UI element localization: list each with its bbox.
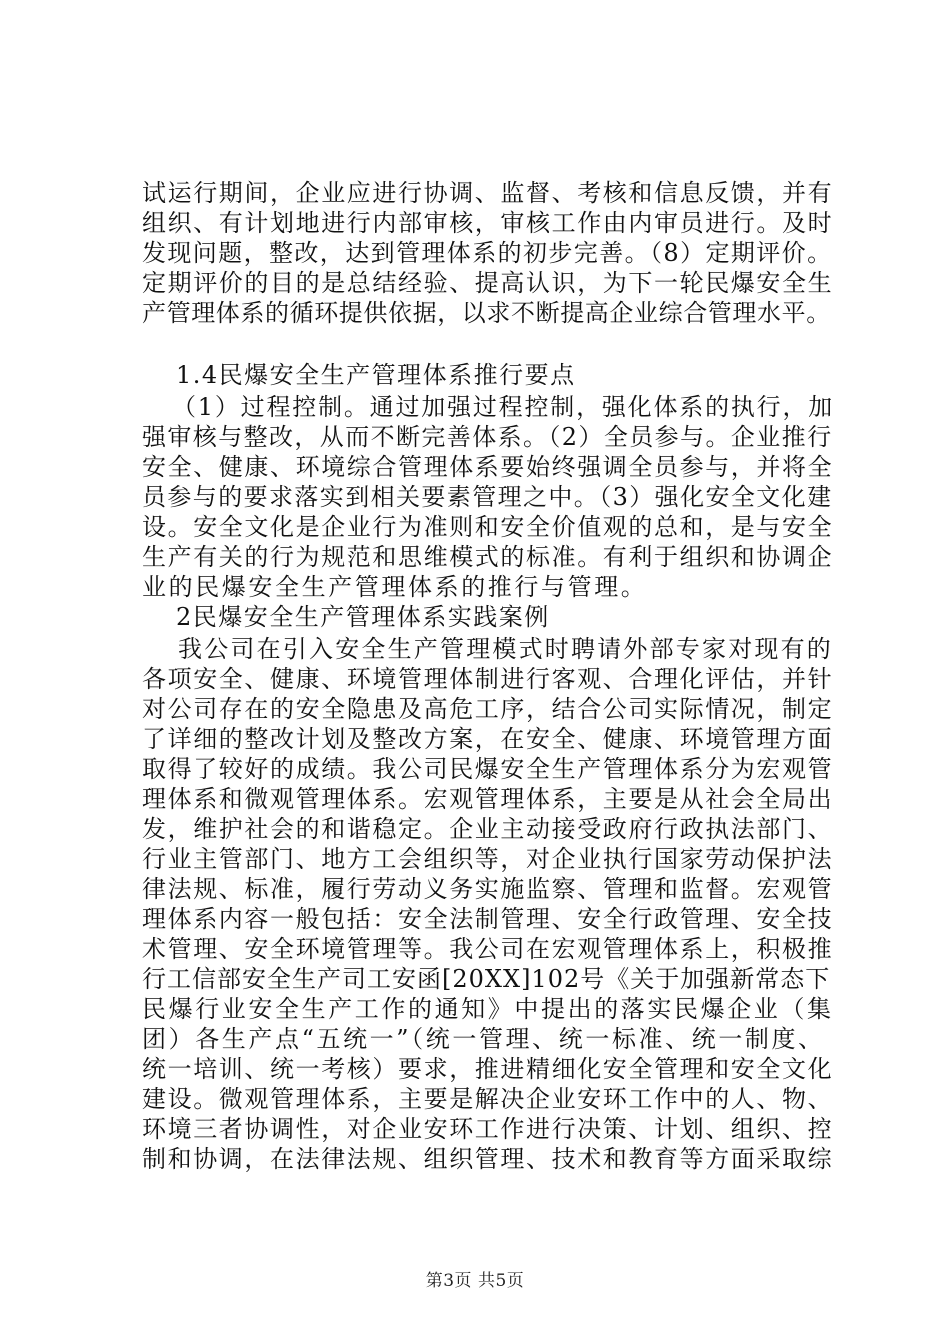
body-text-line: 安全、健康、环境综合管理体系要始终强调全员参与，并将全: [142, 453, 834, 481]
body-text-line: 设。安全文化是企业行为准则和安全价值观的总和，是与安全: [142, 513, 834, 541]
body-text-line: 律法规、标准，履行劳动义务实施监察、管理和监督。宏观管: [142, 875, 834, 903]
body-text-line: 员参与的要求落实到相关要素管理之中。（3）强化安全文化建: [142, 483, 833, 511]
body-text-line: 我公司在引入安全生产管理模式时聘请外部专家对现有的: [178, 635, 833, 663]
body-text-line: （1）过程控制。通过加强过程控制，强化体系的执行，加: [172, 393, 835, 421]
body-text-line: 发现问题，整改，达到管理体系的初步完善。（8）定期评价。: [142, 239, 833, 267]
body-text-line: 环境三者协调性，对企业安环工作进行决策、计划、组织、控: [142, 1115, 834, 1143]
body-text-line: 理体系和微观管理体系。宏观管理体系，主要是从社会全局出: [142, 785, 834, 813]
body-text-line: 产管理体系的循环提供依据，以求不断提高企业综合管理水平。: [142, 299, 831, 327]
body-text-line: 行工信部安全生产司工安函[20XX]102号《关于加强新常态下: [142, 965, 831, 993]
body-text-line: 制和协调，在法律法规、组织管理、技术和教育等方面采取综: [142, 1145, 834, 1173]
body-text-line: 对公司存在的安全隐患及高危工序，结合公司实际情况，制定: [142, 695, 834, 723]
body-text-line: 强审核与整改，从而不断完善体系。（2）全员参与。企业推行: [142, 423, 833, 451]
body-text-line: 统一培训、统一考核）要求，推进精细化安全管理和安全文化: [142, 1055, 834, 1083]
body-text-line: 团）各生产点“五统一”（统一管理、统一标准、统一制度、: [142, 1025, 825, 1053]
body-text-line: 术管理、安全环境管理等。我公司在宏观管理体系上，积极推: [142, 935, 834, 963]
body-text-line: 取得了较好的成绩。我公司民爆安全生产管理体系分为宏观管: [142, 755, 834, 783]
body-text-line: 生产有关的行为规范和思维模式的标准。有利于组织和协调企: [142, 543, 834, 571]
body-text-line: 了详细的整改计划及整改方案，在安全、健康、环境管理方面: [142, 725, 834, 753]
section-heading: 1.4民爆安全生产管理体系推行要点: [176, 361, 576, 389]
body-text-line: 民爆行业安全生产工作的通知》中提出的落实民爆企业（集: [142, 995, 834, 1023]
body-text-line: 发，维护社会的和谐稳定。企业主动接受政府行政执法部门、: [142, 815, 834, 843]
section-heading: 2民爆安全生产管理体系实践案例: [176, 603, 550, 631]
body-text-line: 行业主管部门、地方工会组织等，对企业执行国家劳动保护法: [142, 845, 834, 873]
body-text-line: 建设。微观管理体系，主要是解决企业安环工作中的人、物、: [142, 1085, 834, 1113]
page-number-footer: 第3页 共5页: [425, 1271, 525, 1291]
body-text-line: 试运行期间，企业应进行协调、监督、考核和信息反馈，并有: [142, 179, 834, 207]
body-text-line: 定期评价的目的是总结经验、提高认识，为下一轮民爆安全生: [142, 269, 834, 297]
body-text-line: 业的民爆安全生产管理体系的推行与管理。: [142, 573, 648, 601]
body-text-line: 理体系内容一般包括：安全法制管理、安全行政管理、安全技: [142, 905, 834, 933]
body-text-line: 各项安全、健康、环境管理体制进行客观、合理化评估，并针: [142, 665, 834, 693]
body-text-line: 组织、有计划地进行内部审核，审核工作由内审员进行。及时: [142, 209, 834, 237]
